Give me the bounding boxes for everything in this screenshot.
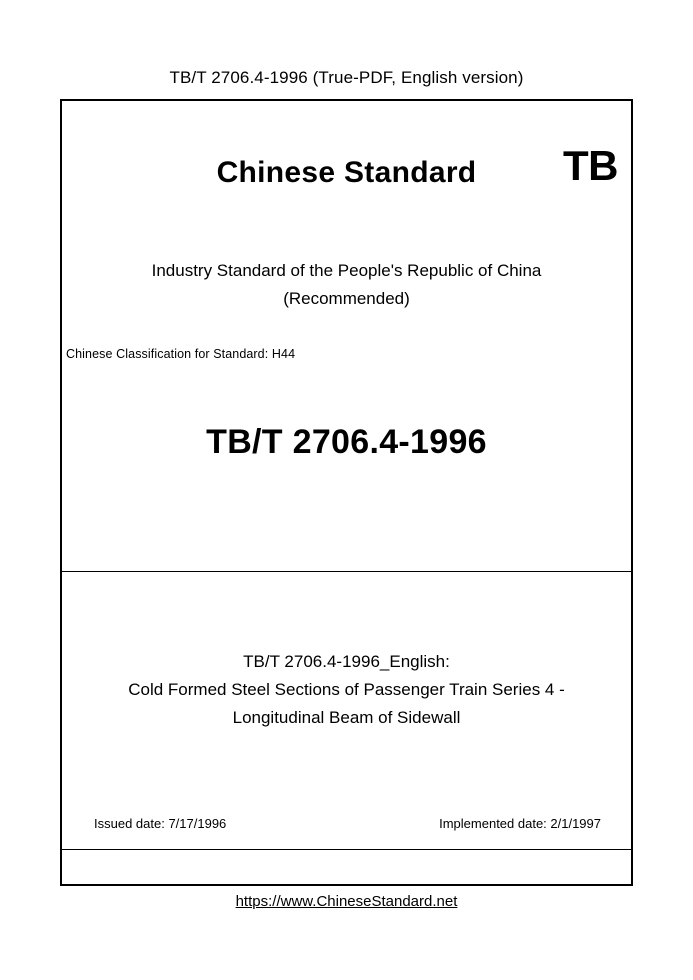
tb-logo: TB <box>563 142 618 189</box>
cover-bottom-section <box>62 850 631 883</box>
issued-date: Issued date: 7/17/1996 <box>94 816 227 831</box>
implemented-date: Implemented date: 2/1/1997 <box>439 816 601 831</box>
cover-top-section <box>62 101 631 572</box>
industry-standard-text <box>62 257 631 313</box>
english-title-line-2: Cold Formed Steel Sections of Passenger Train Series 4 - <box>128 680 565 699</box>
industry-standard-line-1: Industry Standard of the People's Republic of China <box>151 261 542 280</box>
cover-middle-section <box>62 572 631 850</box>
industry-standard-line-2: (Recommended) <box>283 289 410 308</box>
english-title-line-1: TB/T 2706.4-1996_English: <box>243 652 450 671</box>
website-link[interactable]: https://www.ChineseStandard.net <box>235 893 458 910</box>
classification-code: Chinese Classification for Standard: H44 <box>66 347 296 361</box>
english-title <box>62 648 631 732</box>
chinese-standard-heading: Chinese Standard <box>216 156 477 189</box>
cover-frame <box>60 99 633 886</box>
page-title: TB/T 2706.4-1996 (True-PDF, English version) <box>169 68 524 87</box>
english-title-line-3: Longitudinal Beam of Sidewall <box>232 708 461 727</box>
standard-number: TB/T 2706.4-1996 <box>206 423 487 461</box>
